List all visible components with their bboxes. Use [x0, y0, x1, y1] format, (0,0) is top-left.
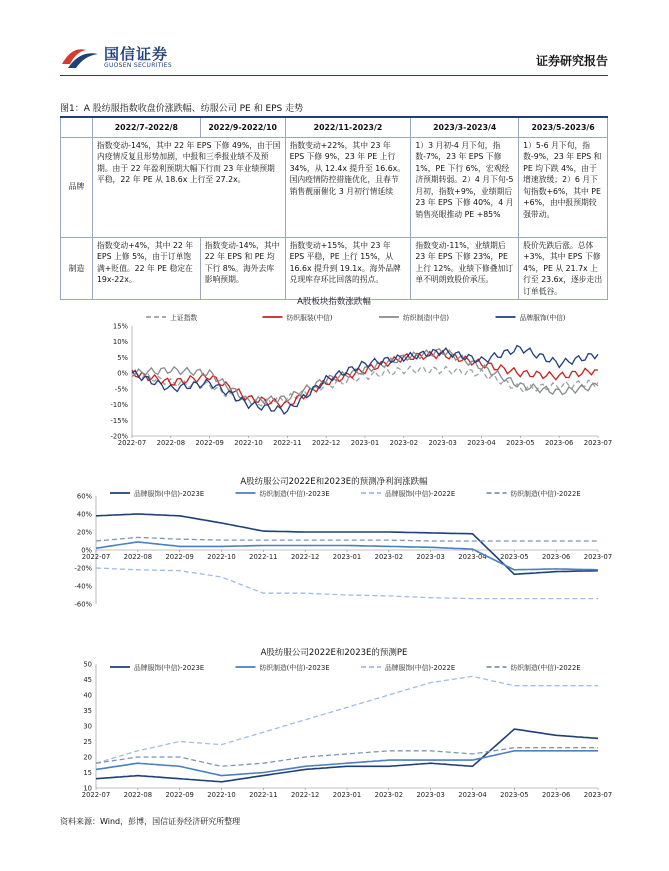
x-tick-label: 2022-07	[81, 553, 111, 561]
x-tick-label: 2023-02	[374, 553, 404, 561]
summary-table	[60, 116, 608, 300]
row-label: 品牌	[61, 137, 93, 237]
x-tick-label: 2022-08	[123, 791, 153, 799]
x-tick-label: 2023-07	[583, 553, 613, 561]
x-tick-label: 2022-10	[207, 553, 236, 561]
table-row	[61, 237, 608, 300]
legend-label: 品牌服饰(中信)-2023E	[134, 490, 205, 498]
legend-label: 品牌服饰(中信)-2022E	[385, 664, 456, 672]
y-tick-label: 5%	[117, 353, 128, 362]
legend-label: 纺织制造(中信)-2022E	[510, 664, 581, 672]
report-type-label: 证券研究报告	[535, 54, 608, 68]
series-line	[132, 349, 598, 405]
chart1-title: A股板块指数涨跌幅	[297, 297, 371, 307]
x-tick-label: 2023-01	[332, 553, 362, 561]
page-header	[60, 40, 608, 74]
y-tick-label: 20	[83, 753, 92, 762]
table-header-cell	[61, 117, 93, 137]
figure-title: 图1：A 股纺服指数收盘价涨跌幅、纺服公司 PE 和 EPS 走势	[60, 104, 304, 114]
y-tick-label: 10%	[112, 338, 128, 347]
table-cell: 指数变动-14%，其中 22 年 EPS 和 PE 均下行 8%。海外去库影响预期。	[200, 237, 285, 300]
y-tick-label: 15%	[112, 322, 128, 331]
y-tick-label: -20%	[74, 564, 92, 573]
y-tick-label: 40%	[76, 510, 92, 519]
x-tick-label: 2023-03	[428, 439, 457, 447]
x-tick-label: 2022-12	[311, 439, 341, 447]
x-tick-label: 2022-08	[156, 439, 186, 447]
legend-label: 纺织服装(中信)	[286, 314, 333, 322]
x-tick-label: 2023-02	[389, 439, 419, 447]
y-tick-label: -15%	[110, 416, 128, 425]
x-tick-label: 2022-12	[290, 553, 320, 561]
table-cell: 指数变动-11%，业绩期后 23 年 EPS 下修 23%，PE 上行 12%。业绩下修叠加订单不明朗致股价承压。	[411, 237, 519, 300]
table-cell: 1）3 月初-4 月下旬，指数-7%，23 年 EPS 下修 1%，PE 下行 6%，宏观经济预期转弱。2）4 月下旬-5 月初，指数+9%，业绩期后 23 年 EPS 下修 40%，4 月销售亮眼推动 PE +85%	[411, 137, 519, 237]
table-header-cell: 2022/7-2022/8	[92, 117, 200, 137]
table-cell: 指数变动+15%，其中 23 年 EPS 平稳，PE 上行 15%，从 16.6x 提升到 19.1x。海外品牌兑现库存环比回落的拐点。	[285, 237, 411, 300]
x-tick-label: 2022-09	[195, 439, 224, 447]
legend-label: 品牌服饰(中信)-2023E	[134, 664, 205, 672]
x-tick-label: 2023-05	[500, 553, 529, 561]
table-row	[61, 137, 608, 237]
brand-name-en: GUOSEN SECURITIES	[104, 62, 173, 69]
table-header-cell: 2022/11-2023/2	[285, 117, 411, 137]
series-line	[96, 537, 598, 541]
y-tick-label: 25	[83, 738, 92, 746]
y-tick-label: -60%	[74, 600, 92, 609]
series-line	[96, 729, 598, 782]
legend-label: 品牌服饰(中信)-2022E	[385, 490, 456, 498]
series-line	[96, 514, 598, 574]
x-tick-label: 2023-07	[583, 439, 613, 447]
table-header-cell: 2022/9-2022/10	[200, 117, 285, 137]
series-line	[96, 568, 598, 599]
table-cell: 1）5-6 月下旬，指数-9%，23 年 EPS 和 PE 均下跌 4%，由于增速放缓；2）6 月下旬指数+6%，其中 PE +6%，由中报预期较强带动。	[519, 137, 608, 237]
legend-label: 纺织制造(中信)-2023E	[259, 490, 330, 498]
x-tick-label: 2023-05	[500, 791, 529, 799]
y-tick-label: 40	[83, 691, 92, 700]
y-tick-label: 30	[83, 722, 92, 731]
y-tick-label: 0%	[117, 369, 128, 378]
x-tick-label: 2023-07	[583, 791, 613, 799]
y-tick-label: 45	[83, 676, 92, 684]
guosen-logo-icon	[60, 44, 100, 70]
legend-label: 纺织制造(中信)-2023E	[259, 664, 330, 672]
x-tick-label: 2022-07	[81, 791, 111, 799]
y-tick-label: 50	[83, 660, 92, 669]
chart2-profit-forecast	[60, 486, 613, 610]
x-tick-label: 2022-10	[234, 439, 263, 447]
legend-label: 品牌服饰(中信)	[519, 314, 566, 322]
y-tick-label: 60%	[76, 492, 92, 501]
x-tick-label: 2023-01	[332, 791, 362, 799]
x-tick-label: 2023-03	[416, 791, 445, 799]
x-tick-label: 2022-10	[207, 791, 236, 799]
header-divider	[60, 75, 608, 76]
series-line	[132, 351, 598, 407]
table-cell: 股价先跌后涨。总体+3%，其中 EPS 下修 4%，PE 从 21.7x 上行至 23.6x，逐步走出订单低谷。	[519, 237, 608, 300]
table-cell: 指数变动-14%，其中 22 年 EPS 下修 49%，由于国内疫情反复且形势加剧，中报和三季报业绩不及预期。由于 22 年盈利预期大幅下行而 23 年业绩预期平稳，22 年 PE 从 18.6x 上行至 27.2x。	[92, 137, 285, 237]
legend-label: 纺织制造(中信)	[403, 314, 450, 322]
y-tick-label: 15	[83, 769, 92, 777]
x-tick-label: 2022-09	[165, 791, 194, 799]
y-tick-label: 0%	[81, 546, 92, 555]
x-tick-label: 2022-11	[249, 791, 278, 799]
y-tick-label: 35	[83, 707, 92, 715]
x-tick-label: 2023-04	[458, 553, 487, 561]
table-cell: 指数变动+22%，其中 23 年 EPS 下修 9%，23 年 PE 上行 34%，从 12.4x 提升至 16.6x。国内疫情防控措施优化，且春节销售靓丽催化 3 月初行情延续	[285, 137, 411, 237]
table-cell: 指数变动+4%，其中 22 年 EPS 上修 5%，由于订单饱满+贬值。22 年 PE 稳定在 19x-22x。	[92, 237, 200, 300]
y-tick-label: 20%	[76, 528, 92, 537]
y-tick-label: -10%	[110, 401, 128, 410]
row-label: 制造	[61, 237, 93, 300]
x-tick-label: 2022-08	[123, 553, 153, 561]
x-tick-label: 2022-11	[249, 553, 278, 561]
x-tick-label: 2022-11	[273, 439, 302, 447]
x-tick-label: 2023-03	[416, 553, 445, 561]
y-tick-label: -40%	[74, 582, 92, 591]
table-header-row	[61, 117, 608, 137]
legend-label: 上证指数	[170, 314, 198, 322]
table-header-cell: 2023/3-2023/4	[411, 117, 519, 137]
chart2-title: A股纺服公司2022E和2023E的预测净利润涨跌幅	[240, 477, 428, 487]
y-tick-label: 10	[83, 784, 92, 793]
y-tick-label: -5%	[114, 385, 128, 394]
x-tick-label: 2023-06	[541, 791, 571, 799]
legend-label: 纺织制造(中信)-2022E	[510, 490, 581, 498]
x-tick-label: 2023-01	[350, 439, 380, 447]
x-tick-label: 2023-02	[374, 791, 404, 799]
chart3-title: A股纺服公司2022E和2023E的预测PE	[260, 648, 408, 658]
x-tick-label: 2023-06	[544, 439, 574, 447]
x-tick-label: 2023-04	[458, 791, 487, 799]
source-note: 资料来源：Wind，彭博，国信证券经济研究所整理	[60, 817, 241, 826]
x-tick-label: 2023-05	[506, 439, 535, 447]
x-tick-label: 2022-09	[165, 553, 194, 561]
chart1-index-performance	[60, 308, 613, 450]
x-tick-label: 2022-12	[290, 791, 320, 799]
series-line	[132, 346, 598, 415]
table-header-cell: 2023/5-2023/6	[519, 117, 608, 137]
brand-name-cn: 国信证券	[104, 45, 169, 63]
y-tick-label: -20%	[110, 432, 128, 441]
x-tick-label: 2023-06	[541, 553, 571, 561]
chart3-pe-forecast	[60, 658, 613, 802]
x-tick-label: 2022-07	[117, 439, 147, 447]
x-tick-label: 2023-04	[467, 439, 496, 447]
